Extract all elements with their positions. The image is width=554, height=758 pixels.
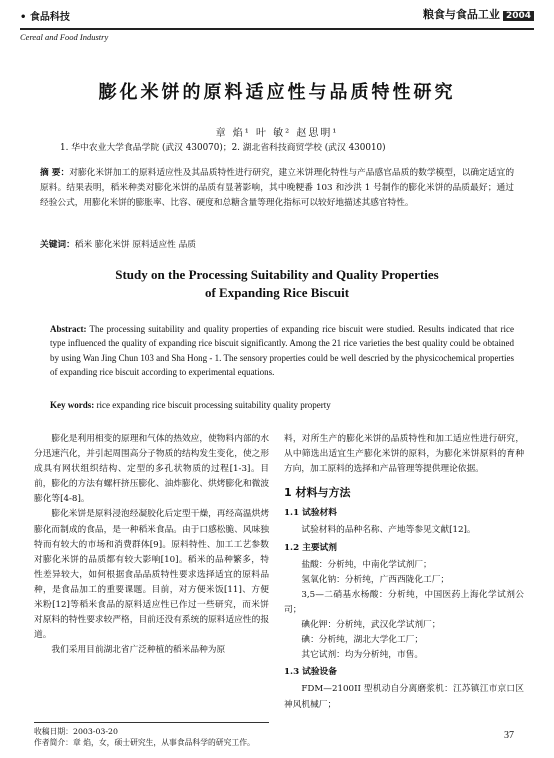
journal-logo: 2004 <box>503 11 534 21</box>
journal-section: • 食品科技 <box>20 12 70 23</box>
reagent-item: 其它试剂：均为分析纯，市售。 <box>301 650 424 661</box>
reagent-item: 碘：分析纯，湖北大学化工厂； <box>301 635 424 646</box>
keywords-cn-text: 稻米 膨化米饼 原料适应性 品质 <box>74 240 196 250</box>
abstract-cn-label: 摘 要： <box>40 168 70 178</box>
reagent-item: 氢氧化钠：分析纯，广西西陇化工厂； <box>301 574 450 585</box>
keywords-en-text: rice expanding rice biscuit processing suitability quality property <box>96 400 331 410</box>
subsection-heading: 1.1 试验材料 <box>284 508 337 519</box>
footnote-rule <box>34 722 269 723</box>
title-en-line2: of Expanding Rice Biscuit <box>204 285 350 300</box>
keywords-en-label: Key words: <box>50 400 95 410</box>
reagent-item: 盐酸：分析纯，中南化学试剂厂； <box>301 559 432 570</box>
subsection-heading: 1.3 试验设备 <box>284 667 337 678</box>
abstract-cn-text: 对膨化米饼加工的原料适应性及其品质特性进行研究，建立米饼理化特性与产品感官品质的数学模型，以确定适宜的原料。结果表明，稻米种类对膨化米饼的品质有显著影响，其中晚粳番 103 和沙洪 1 号制作的膨化米饼的品质最好；通过经验公式，用膨化米饼的膨胀率、比容、硬度和总糖含量等理化指标可以较好地描述其感官特性。 <box>40 168 515 208</box>
journal-name <box>423 6 534 22</box>
keywords-cn-label: 关键词： <box>40 240 75 250</box>
received-date: 收稿日期：2003-03-20 <box>34 727 118 736</box>
paragraph: 膨化是利用相变的原理和气体的热效应，使物料内部的水分迅速汽化，并引起周围高分子物质的结构发生变化，使之形成具有网状组织结构、定型的多孔状物质的过程[1-3]。目前，膨化的方法有螺杆挤压膨化、油炸膨化、烘烤膨化和微波膨化等[4-8]。 <box>34 434 269 505</box>
paragraph: 试验材料的品种名称、产地等参见文献[12]。 <box>301 525 476 536</box>
page-number: 37 <box>504 730 514 741</box>
footnote <box>34 726 274 748</box>
author-bio: 作者简介：章 焰，女，硕士研究生，从事食品科学的研究工作。 <box>34 738 255 747</box>
paragraph: 料，对所生产的膨化米饼的品质特性和加工适应性进行研究，从中筛选出适宜生产膨化米饼的原料，为膨化米饼原料的育种方向，加工原料的选择和产品管理等提供理论依据。 <box>284 434 524 475</box>
paragraph: 膨化米饼是原料浸泡经凝胶化后定型干燥，再经高温烘烤膨化而制成的食品，是一种稻米食品。由于口感松脆、风味独特而有较大的市场和消费群体[9]。原料特性、加工工艺参数对膨化米饼的品质都有较大影响[10]。稻米的品种繁多，特性差异较大，如何根据食品品质特性要求选择适宜的原料品种，是食品加工的重要课题。目前，对方便米饭[11]、方便米粉[12]等稻米食品的原料适应性已作过一些研究，而米饼对原料的特性要求较严格，目前还没有系统的原料适应性的报道。 <box>34 509 269 641</box>
paragraph: 我们采用目前湖北省广泛种植的稻米品种为原 <box>51 645 226 656</box>
reagent-item: 3,5—二硝基水杨酸：分析纯，中国医药上海化学试剂公司； <box>284 589 524 615</box>
affiliation: 1. 华中农业大学食品学院 (武汉 430070)；2. 湖北省科技商贸学校 (武汉 430010) <box>60 143 386 153</box>
title-english <box>0 266 554 302</box>
reagent-item: 碘化钾：分析纯，武汉化学试剂厂； <box>301 620 441 631</box>
authors: 章 焰¹ 叶 敏² 赵思明¹ <box>215 128 339 139</box>
keywords-chinese <box>40 238 196 250</box>
abstract-en-text: The processing suitability and quality properties of expanding rice biscuit were studied. Results indicated that rice type influenced the quality of expanding rice biscuit significantly. Among the 21 rice varieties the best quality could be obtained by using Wan Jing Chun 103 and Sha Hong - 1. The sensory properties could be well descried by the physicochemical properties of expanding rice biscuit according to experimental equations. <box>50 324 514 378</box>
keywords-english <box>50 400 331 410</box>
title-en-line1: Study on the Processing Suitability and Quality Properties <box>115 267 439 282</box>
right-column <box>284 432 524 713</box>
journal-title: 粮食与食品工业 <box>422 8 500 21</box>
header-rule <box>20 28 534 30</box>
subsection-heading: 1.2 主要试剂 <box>284 542 337 553</box>
abstract-english <box>50 322 514 380</box>
paragraph: FDM—2100II 型机动自分离磨浆机：江苏镇江市京口区神风机械厂； <box>284 684 524 710</box>
journal-english-name: Cereal and Food Industry <box>20 32 109 42</box>
abstract-en-label: Abstract: <box>50 324 87 334</box>
section-heading: 1 材料与方法 <box>284 486 351 500</box>
abstract-chinese <box>40 166 514 211</box>
left-column <box>34 432 269 658</box>
title-chinese: 膨化米饼的原料适应性与品质特性研究 <box>98 82 456 103</box>
